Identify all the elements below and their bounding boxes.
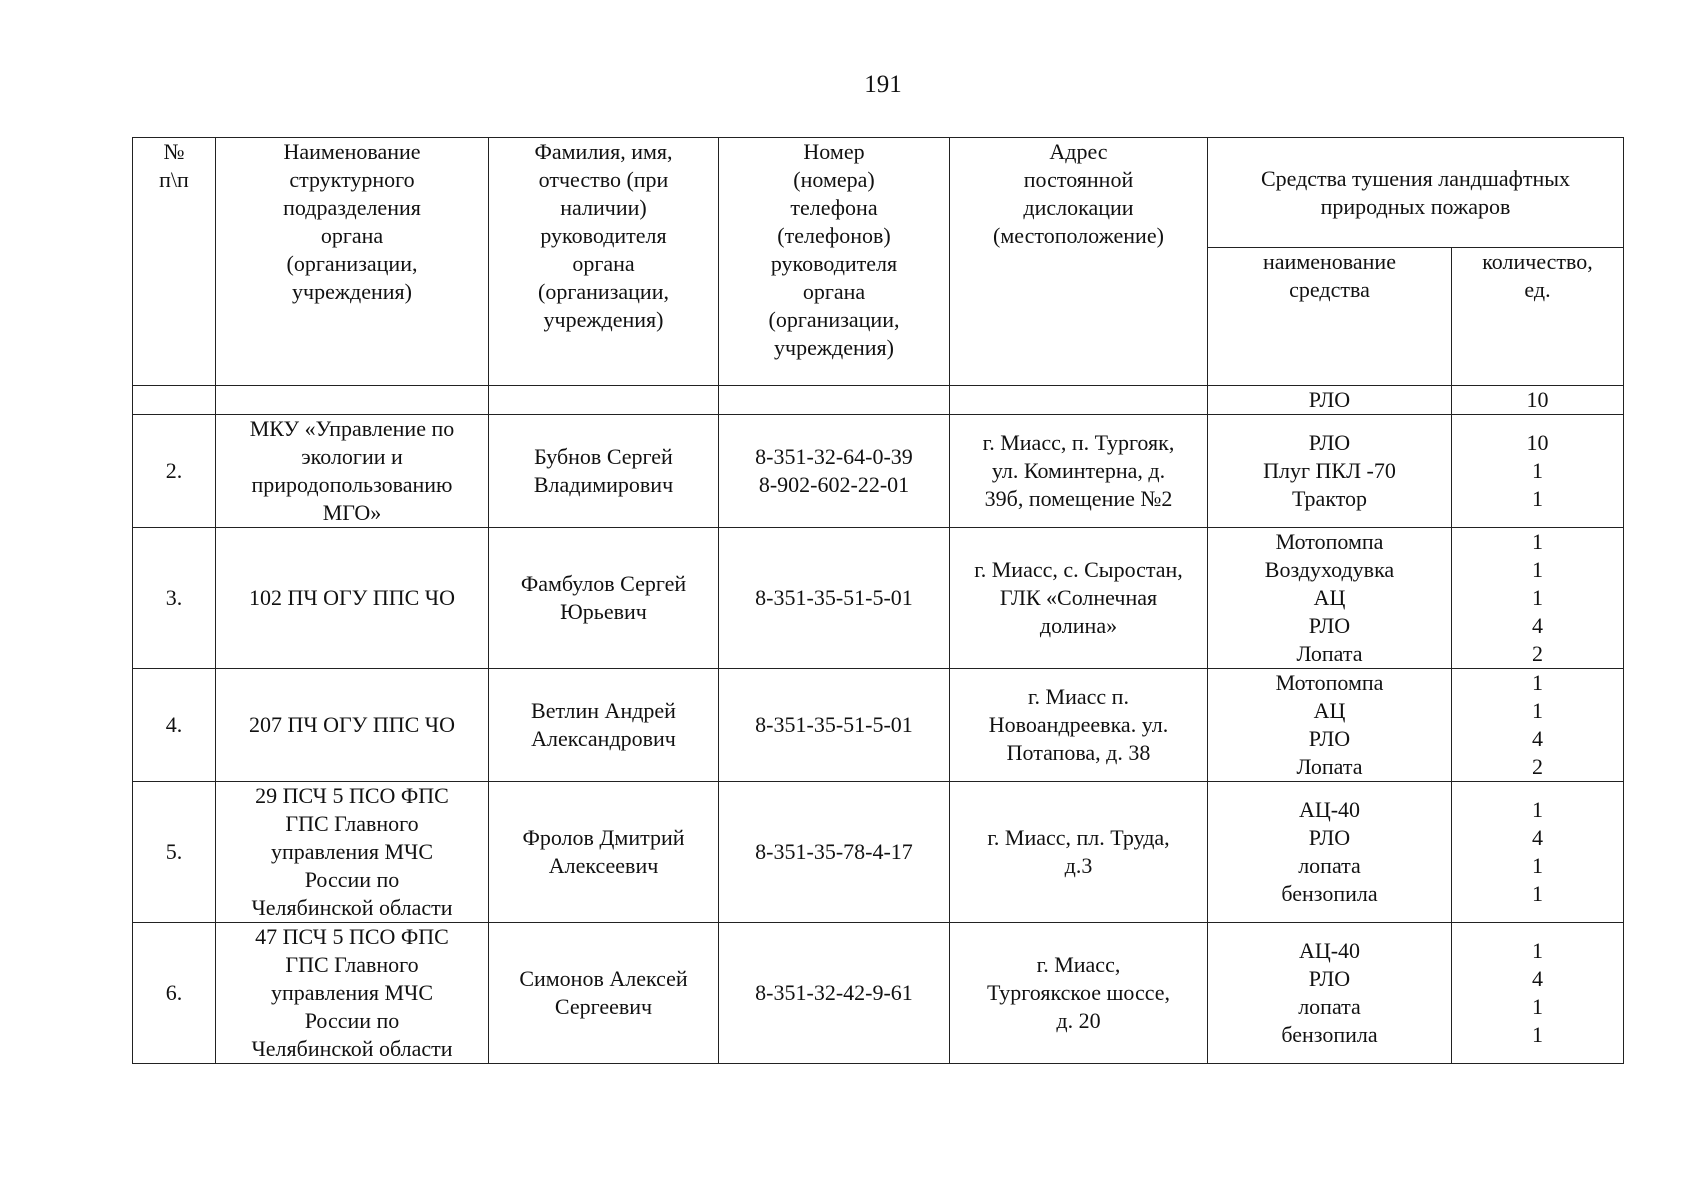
cell-num: 4. xyxy=(133,669,216,782)
cell-qty: 1 1 4 2 xyxy=(1452,669,1624,782)
cell-unit: МКУ «Управление по экологии и природопользованию МГО» xyxy=(216,415,489,528)
cell-num: 6. xyxy=(133,923,216,1064)
table-row xyxy=(133,782,1624,923)
cell-phone: 8-351-32-64-0-39 8-902-602-22-01 xyxy=(719,415,950,528)
table-row xyxy=(133,923,1624,1064)
cell-phone: 8-351-35-51-5-01 xyxy=(719,669,950,782)
cell-unit: 47 ПСЧ 5 ПСО ФПС ГПС Главного управления МЧС России по Челябинской области xyxy=(216,923,489,1064)
cell-means: РЛО Плуг ПКЛ -70 Трактор xyxy=(1208,415,1452,528)
cell-num: 5. xyxy=(133,782,216,923)
page-number: 191 xyxy=(864,71,902,98)
table-row xyxy=(133,669,1624,782)
cell-qty: 1 1 1 4 2 xyxy=(1452,528,1624,669)
cell-address: г. Миасс, с. Сыростан, ГЛК «Солнечная долина» xyxy=(950,528,1208,669)
cell-head: Фамбулов Сергей Юрьевич xyxy=(489,528,719,669)
table-row xyxy=(133,415,1624,528)
cell-address xyxy=(950,386,1208,415)
cell-address: г. Миасс п. Новоандреевка. ул. Потапова, д. 38 xyxy=(950,669,1208,782)
cell-num: 2. xyxy=(133,415,216,528)
cell-unit: 29 ПСЧ 5 ПСО ФПС ГПС Главного управления МЧС России по Челябинской области xyxy=(216,782,489,923)
cell-address: г. Миасс, п. Тургояк, ул. Коминтерна, д. 39б, помещение №2 xyxy=(950,415,1208,528)
cell-address: г. Миасс, Тургоякское шоссе, д. 20 xyxy=(950,923,1208,1064)
cell-phone xyxy=(719,386,950,415)
cell-head: Фролов Дмитрий Алексеевич xyxy=(489,782,719,923)
cell-phone: 8-351-32-42-9-61 xyxy=(719,923,950,1064)
cell-means: АЦ-40 РЛО лопата бензопила xyxy=(1208,782,1452,923)
header-address: Адрес постоянной дислокации (местоположение) xyxy=(950,138,1208,386)
cell-num: 3. xyxy=(133,528,216,669)
table-row xyxy=(133,386,1624,415)
cell-address: г. Миасс, пл. Труда, д.3 xyxy=(950,782,1208,923)
cell-phone: 8-351-35-51-5-01 xyxy=(719,528,950,669)
cell-num xyxy=(133,386,216,415)
table-row xyxy=(133,528,1624,669)
header-means-name: наименование средства xyxy=(1208,248,1452,386)
cell-head: Ветлин Андрей Александрович xyxy=(489,669,719,782)
cell-qty: 10 xyxy=(1452,386,1624,415)
cell-means: Мотопомпа Воздуходувка АЦ РЛО Лопата xyxy=(1208,528,1452,669)
cell-means: Мотопомпа АЦ РЛО Лопата xyxy=(1208,669,1452,782)
cell-head: Бубнов Сергей Владимирович xyxy=(489,415,719,528)
header-row xyxy=(133,138,1624,248)
cell-unit: 207 ПЧ ОГУ ППС ЧО xyxy=(216,669,489,782)
header-phone: Номер (номера) телефона (телефонов) руководителя органа (организации, учреждения) xyxy=(719,138,950,386)
cell-means: АЦ-40 РЛО лопата бензопила xyxy=(1208,923,1452,1064)
header-num: № п\п xyxy=(133,138,216,386)
header-means-qty: количество, ед. xyxy=(1452,248,1624,386)
cell-head xyxy=(489,386,719,415)
header-means-group: Средства тушения ландшафтных природных пожаров xyxy=(1208,138,1624,248)
cell-phone: 8-351-35-78-4-17 xyxy=(719,782,950,923)
table-header xyxy=(133,138,1624,386)
resources-table xyxy=(132,137,1624,1064)
cell-qty: 1 4 1 1 xyxy=(1452,782,1624,923)
header-head: Фамилия, имя, отчество (при наличии) руководителя органа (организации, учреждения) xyxy=(489,138,719,386)
cell-head: Симонов Алексей Сергеевич xyxy=(489,923,719,1064)
cell-qty: 10 1 1 xyxy=(1452,415,1624,528)
cell-qty: 1 4 1 1 xyxy=(1452,923,1624,1064)
table-body xyxy=(133,386,1624,1064)
cell-means: РЛО xyxy=(1208,386,1452,415)
header-unit: Наименование структурного подразделения органа (организации, учреждения) xyxy=(216,138,489,386)
cell-unit: 102 ПЧ ОГУ ППС ЧО xyxy=(216,528,489,669)
cell-unit xyxy=(216,386,489,415)
